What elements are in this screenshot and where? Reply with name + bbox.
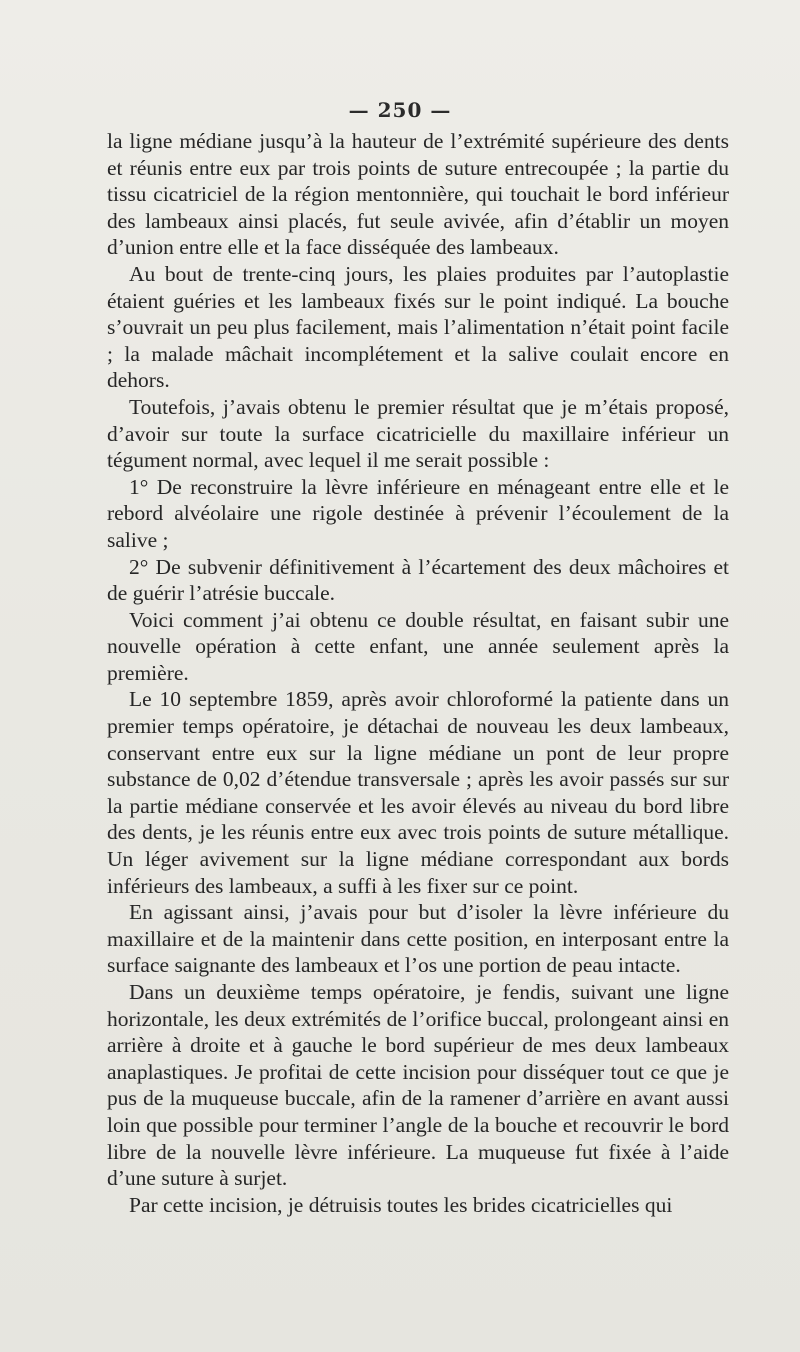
paragraph: Au bout de trente-cinq jours, les plaies produites par l’autoplastie étaient guéries et les lambeaux fixés sur le point indiqué. La bouche s’ouvrait un peu plus facilement, mais l’alimentation n’était point facile ; la malade mâchait incomplétement et la salive coulait encore en dehors. (107, 261, 729, 393)
paragraph: 2° De subvenir définitivement à l’écartement des deux mâchoires et de guérir l’atrésie buccale. (107, 554, 729, 606)
paragraph: Le 10 septembre 1859, après avoir chloroformé la patiente dans un premier temps opératoire, je détachai de nouveau les deux lambeaux, conservant entre eux sur la ligne médiane un pont de leur propre substance de 0,02 d’étendue transversale ; après les avoir passés sur sur la partie médiane conservée et les avoir élevés au niveau du bord libre des dents, je les réunis entre eux avec trois points de suture métallique. Un léger avivement sur la ligne médiane correspondant aux bords inférieurs des lambeaux, a suffi à les fixer sur ce point. (107, 687, 729, 898)
paragraph: Voici comment j’ai obtenu ce double résultat, en faisant subir une nouvelle opération à cette enfant, une année seulement après la première. (107, 607, 729, 685)
paragraph: Toutefois, j’avais obtenu le premier résultat que je m’étais proposé, d’avoir sur toute la surface cicatricielle du maxillaire inférieur un tégument normal, avec lequel il me serait possible : (107, 394, 729, 473)
paragraph: En agissant ainsi, j’avais pour but d’isoler la lèvre inférieure du maxillaire et de la maintenir dans cette position, en interposant entre la surface saignante des lambeaux et l’os une portion de peau intacte. (107, 900, 729, 978)
paragraph: la ligne médiane jusqu’à la hauteur de l’extrémité supérieure des dents et réunis entre eux par trois points de suture entrecoupée ; la partie du tissu cicatriciel de la région mentonnière, qui touchait le bord inférieur des lambeaux ainsi placés, fut seule avivée, afin d’établir un moyen d’union entre elle et la face disséquée des lambeaux. (107, 129, 729, 260)
paragraph: Par cette incision, je détruisis toutes les brides cicatricielles qui (129, 1192, 673, 1217)
paragraph: 1° De reconstruire la lèvre inférieure en ménageant entre elle et le rebord alvéolaire une rigole destinée à prévenir l’écoulement de la salive ; (107, 474, 729, 552)
page-number: — 250 — (348, 98, 452, 122)
body-text (107, 128, 729, 1218)
paragraph: Dans un deuxième temps opératoire, je fendis, suivant une ligne horizontale, les deux extrémités de l’orifice buccal, prolongeant ainsi en arrière à droite et à gauche le bord supérieur de mes deux lambeaux anaplastiques. Je profitai de cette incision pour disséquer tout ce que je pus de la muqueuse buccale, afin de la ramener d’arrière en avant aussi loin que possible pour terminer l’angle de la bouche et recouvrir le bord libre de la nouvelle lèvre inférieure. La muqueuse fut fixée à l’aide d’une suture à surjet. (107, 980, 729, 1191)
